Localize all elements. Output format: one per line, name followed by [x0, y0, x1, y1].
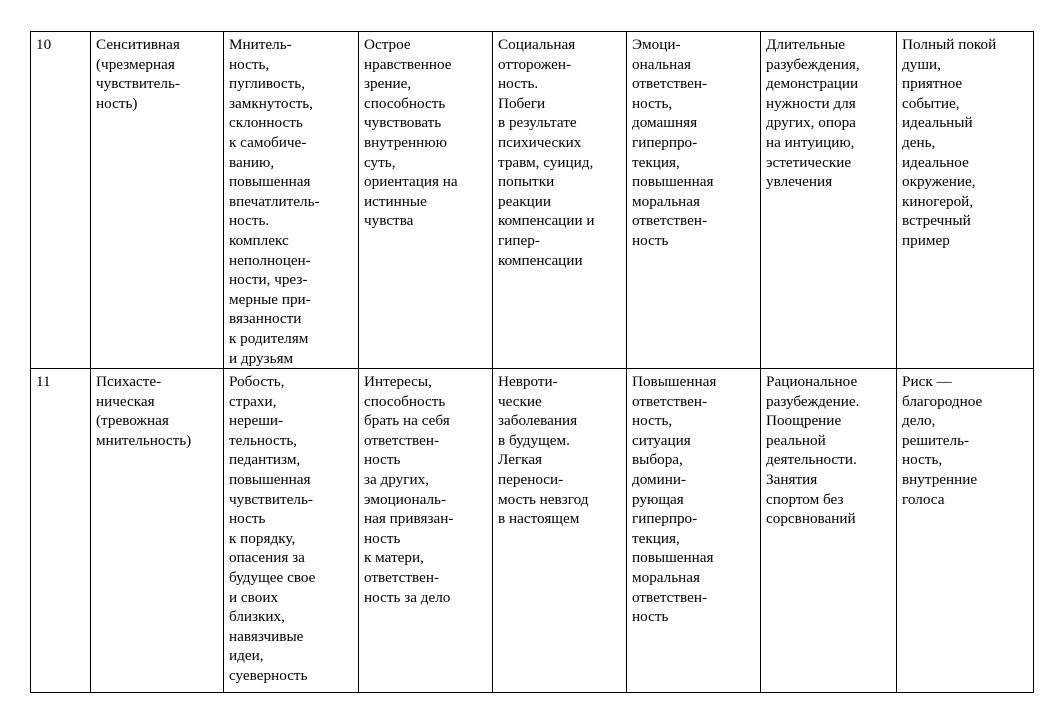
- row-number-cell: 11: [31, 369, 91, 693]
- correction-cell: Рациональное разубеждение. Поощрение реальной деятельности. Занятия спортом без сорсвнований: [761, 369, 897, 693]
- document-page: [30, 31, 1034, 693]
- resource-cell: Риск — благородное дело, решитель- ность, внутренние голоса: [897, 369, 1034, 693]
- accentuation-type-cell: Сенситивная (чрезмерная чувствитель- ность): [91, 32, 224, 369]
- traits-cell: Мнитель- ность, пугливость, замкнутость, склонность к самобиче- ванию, повышенная впечатлитель- ность. комплекс неполноцен- ности, чрез- мерные при- вязанности к родителям и друзьям: [224, 32, 359, 369]
- upbringing-cell: Повышенная ответствен- ность, ситуация выбора, домини- рующая гиперпро- текция, повышенная моральная ответствен- ность: [627, 369, 761, 693]
- resource-cell: Полный покой души, приятное событие, идеальный день, идеальное окружение, киногерой, встречный пример: [897, 32, 1034, 369]
- table-row: [31, 369, 1034, 693]
- strengths-cell: Острое нравственное зрение, способность чувствовать внутреннюю суть, ориентация на истинные чувства: [359, 32, 493, 369]
- risks-cell: Социальная отторожен- ность. Побеги в результате психических травм, суицид, попытки реакции компенсации и гипер- компенсации: [493, 32, 627, 369]
- strengths-cell: Интересы, способность брать на себя ответствен- ность за других, эмоциональ- ная привязан- ность к матери, ответствен- ность за дело: [359, 369, 493, 693]
- traits-cell: Робость, страхи, нереши- тельность, педантизм, повышенная чувствитель- ность к порядку, опасения за будущее свое и своих близких, навязчивые идеи, суеверность: [224, 369, 359, 693]
- table-row: [31, 32, 1034, 369]
- row-number-cell: 10: [31, 32, 91, 369]
- risks-cell: Невроти- ческие заболевания в будущем. Легкая переноси- мость невзгод в настоящем: [493, 369, 627, 693]
- upbringing-cell: Эмоци- ональная ответствен- ность, домашняя гиперпро- текция, повышенная моральная ответствен- ность: [627, 32, 761, 369]
- accentuation-type-cell: Психасте- ническая (тревожная мнительность): [91, 369, 224, 693]
- typology-table: [30, 31, 1034, 693]
- correction-cell: Длительные разубеждения, демонстрации нужности для других, опора на интуицию, эстетические увлечения: [761, 32, 897, 369]
